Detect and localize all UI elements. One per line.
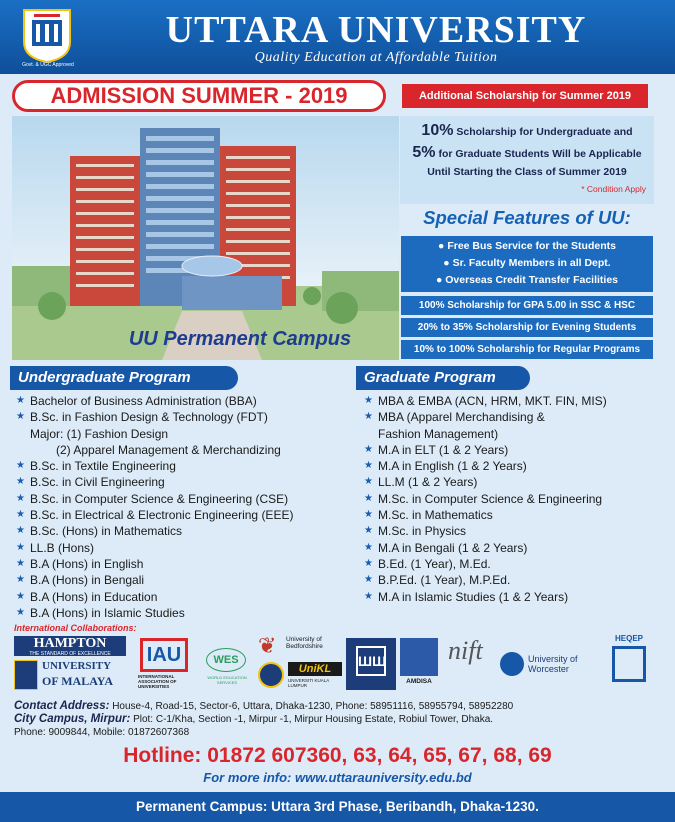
star-bullet-icon: ★ bbox=[16, 606, 25, 618]
list-item: ★ M.A in Bengali (1 & 2 Years) bbox=[364, 540, 528, 555]
nift-logo: nift bbox=[448, 636, 483, 665]
list-item-sub: Major: (1) Fashion Design bbox=[30, 426, 169, 441]
special-features-title: Special Features of UU: bbox=[423, 207, 631, 228]
campus-image bbox=[12, 116, 399, 360]
list-item: ★ B.P.Ed. (1 Year), M.P.Ed. bbox=[364, 573, 511, 588]
list-item: ★ M.Sc. in Computer Science & Engineering bbox=[364, 491, 603, 506]
star-bullet-icon: ★ bbox=[16, 492, 25, 504]
list-item: ★ Bachelor of Business Administration (BBA) bbox=[16, 394, 257, 408]
star-bullet-icon: ★ bbox=[364, 476, 373, 488]
contact-section bbox=[14, 700, 664, 739]
list-item: ★ LL.B (Hons) bbox=[16, 540, 95, 555]
worcester-logo: University of Worcester bbox=[500, 648, 596, 684]
list-item: ★ MBA (Apparel Merchandising & bbox=[364, 410, 545, 425]
star-bullet-icon: ★ bbox=[364, 590, 373, 602]
amdisa-logo: AMDISA bbox=[400, 638, 438, 690]
star-bullet-icon: ★ bbox=[364, 411, 373, 423]
list-item: ★ B.Sc. in Textile Engineering bbox=[16, 459, 176, 474]
list-item: ★ B.Sc. in Electrical & Electronic Engineering (EEE) bbox=[16, 508, 294, 523]
star-bullet-icon: ★ bbox=[16, 460, 25, 472]
star-bullet-icon: ★ bbox=[364, 525, 373, 537]
list-item: ★ M.A in Islamic Studies (1 & 2 Years) bbox=[364, 589, 569, 604]
scholarship-line-3: Until Starting the Class of Summer 2019 bbox=[427, 166, 627, 178]
feature-band: 20% to 35% Scholarship for Evening Students bbox=[401, 318, 653, 337]
list-item: ★ B.A (Hons) in Bengali bbox=[16, 573, 145, 588]
list-item: ★ B.A (Hons) in English bbox=[16, 556, 144, 571]
scholarship-ug-pct: 10% bbox=[421, 122, 454, 139]
hotline: Hotline: 01872 607360, 63, 64, 65, 67, 68, 69 bbox=[123, 744, 552, 767]
undergraduate-list bbox=[16, 393, 293, 621]
star-bullet-icon: ★ bbox=[364, 509, 373, 521]
footer-permanent-campus: Permanent Campus: Uttara 3rd Phase, Beribandh, Dhaka-1230. bbox=[0, 792, 675, 822]
list-item: ★ B.Sc. in Civil Engineering bbox=[16, 475, 165, 490]
features-box bbox=[401, 236, 653, 292]
feature-item: ● Overseas Credit Transfer Facilities bbox=[435, 274, 619, 286]
list-item: ★ B.Sc. (Hons) in Mathematics bbox=[16, 524, 183, 539]
heqep-mark-icon bbox=[612, 646, 646, 682]
campus-building-illustration bbox=[12, 116, 399, 360]
iau-logo: IAU INTERNATIONAL ASSOCIATION OF UNIVERSITIES bbox=[138, 638, 192, 694]
star-bullet-icon: ★ bbox=[16, 541, 25, 553]
header-banner bbox=[0, 0, 675, 74]
star-bullet-icon: ★ bbox=[364, 492, 373, 504]
scholarship-box bbox=[400, 116, 654, 204]
unikl-crest-icon bbox=[258, 662, 284, 688]
list-item: ★ M.Sc. in Mathematics bbox=[364, 508, 493, 523]
list-item: ★ MBA & EMBA (ACN, HRM, MKT. FIN, MIS) bbox=[364, 394, 607, 408]
star-bullet-icon: ★ bbox=[16, 557, 25, 569]
star-bullet-icon: ★ bbox=[364, 557, 373, 569]
iau-mark-icon: IAU bbox=[140, 638, 188, 672]
scholarship-line-1 bbox=[400, 122, 654, 140]
star-bullet-icon: ★ bbox=[364, 395, 373, 406]
condition-note: * Condition Apply bbox=[581, 184, 646, 194]
star-bullet-icon: ★ bbox=[16, 574, 25, 586]
collaborations-title: International Collaborations: bbox=[14, 623, 137, 633]
list-item-sub: (2) Apparel Management & Merchandizing bbox=[56, 442, 281, 457]
scholarship-grad-text: for Graduate Students Will be Applicable bbox=[438, 148, 642, 160]
city-campus-address: City Campus, Mirpur: Plot: C-1/Kha, Section -1, Mirpur -1, Mirpur Housing Estate, Robiul Tower, Dhaka. bbox=[14, 713, 494, 725]
list-item: ★ M.A in English (1 & 2 Years) bbox=[364, 459, 527, 474]
university-crest-icon bbox=[18, 6, 76, 64]
list-item-sub: Fashion Management) bbox=[378, 426, 499, 441]
admission-banner: ADMISSION SUMMER - 2019 bbox=[12, 80, 386, 112]
star-bullet-icon: ★ bbox=[16, 395, 25, 406]
undergraduate-program-header: Undergraduate Program bbox=[10, 366, 238, 390]
feature-item: ● Sr. Faculty Members in all Dept. bbox=[443, 257, 611, 269]
star-bullet-icon: ★ bbox=[16, 476, 25, 488]
worcester-mark-icon bbox=[500, 652, 524, 676]
scholarship-grad-pct: 5% bbox=[412, 144, 436, 161]
list-item: ★ B.A (Hons) in Islamic Studies bbox=[16, 605, 185, 620]
contact-address: Contact Address: House-4, Road-15, Sector-6, Uttara, Dhaka-1230, Phone: 58951116, 58955794, 58952280 bbox=[14, 700, 514, 712]
feature-band: 100% Scholarship for GPA 5.00 in SSC & HSC bbox=[401, 296, 653, 315]
list-item: ★ M.A in ELT (1 & 2 Years) bbox=[364, 442, 509, 457]
city-campus-phone: Phone: 9009844, Mobile: 01872607368 bbox=[14, 727, 190, 738]
feature-band: 10% to 100% Scholarship for Regular Programs bbox=[401, 340, 653, 359]
logo-caption: Govt. & UGC Approved bbox=[22, 62, 74, 68]
star-bullet-icon: ★ bbox=[16, 411, 25, 423]
star-bullet-icon: ★ bbox=[16, 509, 25, 521]
list-item: ★ B.Sc. in Computer Science & Engineering (CSE) bbox=[16, 491, 289, 506]
list-item: ★ B.A (Hons) in Education bbox=[16, 589, 158, 604]
star-bullet-icon: ★ bbox=[16, 525, 25, 537]
star-bullet-icon: ★ bbox=[364, 541, 373, 553]
bedfordshire-unikl-logo: ❦ University of Bedfordshire UniKL UNIVERSITI KUALA LUMPUR bbox=[258, 634, 342, 694]
wes-logo: WES WORLD EDUCATION SERVICES bbox=[200, 648, 254, 688]
bedfordshire-flower-icon: ❦ bbox=[258, 633, 277, 658]
heqep-logo: HEQEP bbox=[602, 634, 656, 694]
list-item: ★ LL.M (1 & 2 Years) bbox=[364, 475, 478, 490]
website-link[interactable]: For more info: www.uttarauniversity.edu.bd bbox=[203, 770, 472, 785]
university-tagline: Quality Education at Affordable Tuition bbox=[254, 50, 498, 65]
scholarship-ug-text: Scholarship for Undergraduate and bbox=[456, 126, 633, 138]
star-bullet-icon: ★ bbox=[364, 443, 373, 455]
list-item: ★ B.Ed. (1 Year), M.Ed. bbox=[364, 556, 491, 571]
list-item: ★ M.Sc. in Physics bbox=[364, 524, 467, 539]
graduate-list bbox=[364, 393, 607, 605]
graduate-program-header: Graduate Program bbox=[356, 366, 530, 390]
hampton-malaya-logo: HAMPTON THE STANDARD OF EXCELLENCE UNIVERSITY OF MALAYA bbox=[14, 636, 126, 694]
amdisa-mark-icon bbox=[400, 638, 438, 676]
additional-scholarship-banner: Additional Scholarship for Summer 2019 bbox=[402, 84, 648, 108]
university-title: UTTARA UNIVERSITY bbox=[165, 9, 587, 51]
campus-caption: UU Permanent Campus bbox=[128, 328, 352, 350]
malaya-crest-icon bbox=[14, 660, 38, 690]
partner-crest-logo: ШШ bbox=[346, 638, 396, 690]
feature-item: ● Free Bus Service for the Students bbox=[438, 240, 616, 252]
list-item: ★ B.Sc. in Fashion Design & Technology (FDT) bbox=[16, 410, 268, 425]
star-bullet-icon: ★ bbox=[364, 574, 373, 586]
scholarship-line-2 bbox=[400, 144, 654, 162]
star-bullet-icon: ★ bbox=[364, 460, 373, 472]
star-bullet-icon: ★ bbox=[16, 590, 25, 602]
